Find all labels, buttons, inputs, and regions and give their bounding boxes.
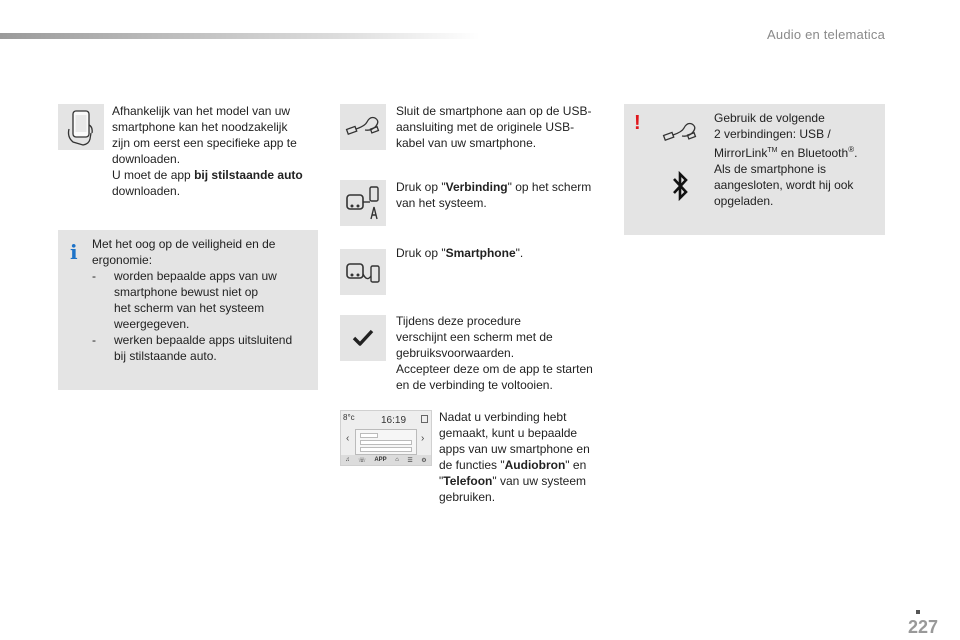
menu-icon: ☰: [407, 457, 413, 464]
step-line: Tijdens deze procedure: [396, 314, 521, 328]
step-line: apps van uw smartphone en: [439, 442, 590, 456]
warning-text-part: en Bluetooth: [777, 146, 849, 160]
step-line: aansluiting met de originele USB-: [396, 120, 575, 134]
smartphone-menu-icon: [340, 249, 386, 295]
screen-row: [360, 440, 412, 445]
music-note-icon: ♫: [345, 457, 350, 463]
step-text-pre: Druk op ": [396, 180, 446, 194]
warning-line: 2 verbindingen: USB /: [714, 127, 831, 141]
step-accept-text: [396, 313, 611, 393]
trademark-mark: TM: [767, 147, 778, 154]
smartphone-hand-icon: [58, 104, 104, 150]
usb-cable-icon: [340, 104, 386, 150]
registered-mark: ®: [848, 145, 855, 154]
screen-content-area: [355, 429, 417, 455]
step-text-bold: Telefoon: [443, 474, 493, 488]
warning-line: Gebruik de volgende: [714, 111, 825, 125]
screen-clock: 16:19: [381, 415, 407, 426]
step-line: en de verbinding te voltooien.: [396, 378, 553, 392]
step-line: [396, 179, 611, 195]
info-line: weergegeven.: [114, 317, 190, 331]
step-line: gebruiken.: [439, 490, 496, 504]
step-text-post: " en: [565, 458, 587, 472]
app-text-line: downloaden.: [112, 152, 181, 166]
step-text-pre: Druk op ": [396, 246, 446, 260]
screen-temperature: 8°c: [343, 413, 355, 422]
warning-line: Als de smartphone is: [714, 162, 827, 176]
info-line: Met het oog op de veiligheid en de: [92, 237, 276, 251]
app-text-line: smartphone kan het noodzakelijk: [112, 120, 288, 134]
step-line: Accepteer deze om de app te starten: [396, 362, 593, 376]
step-line: [439, 473, 609, 489]
info-icon: i: [70, 240, 78, 264]
step-result-text: [439, 409, 609, 505]
connection-warning-box: [624, 104, 885, 235]
warning-line: opgeladen.: [714, 194, 774, 208]
step-text-bold: Verbinding: [445, 180, 508, 194]
app-text-bold: bij stilstaande auto: [194, 168, 303, 182]
connection-icon: [340, 180, 386, 226]
step-verbinding-text: [396, 179, 611, 211]
info-line: het scherm van het systeem: [114, 301, 265, 315]
info-line: worden bepaalde apps van uw: [114, 269, 277, 283]
home-icon: ⌂: [395, 457, 399, 463]
checkmark-icon: [340, 315, 386, 361]
list-dash: -: [92, 333, 96, 347]
step-text-pre: de functies ": [439, 458, 505, 472]
app-text-line: Afhankelijk van het model van uw: [112, 104, 291, 118]
usb-cable-icon: [658, 118, 702, 153]
screen-row: [360, 447, 412, 452]
step-line: [439, 457, 609, 473]
step-usb-text: [396, 103, 611, 151]
page-number: 227: [907, 617, 938, 637]
step-line: gemaakt, kunt u bepaalde: [439, 426, 578, 440]
screen-app-label: APP: [374, 457, 387, 463]
warning-line: aangesloten, wordt hij ook: [714, 178, 854, 192]
warning-text-part: .: [854, 146, 858, 160]
step-text-post: " op het scherm: [507, 180, 592, 194]
warning-text: [714, 110, 882, 209]
warning-line: [714, 142, 882, 161]
step-text-pre: ": [439, 474, 444, 488]
step-line: kabel van uw smartphone.: [396, 136, 537, 150]
app-text-line: downloaden.: [112, 184, 181, 198]
app-text-line: [112, 167, 317, 183]
app-text-pre: U moet de app: [112, 168, 195, 182]
page-marker: [916, 610, 920, 614]
step-smartphone-text: [396, 245, 611, 261]
step-text-bold: Audiobron: [504, 458, 566, 472]
chevron-left-icon: ‹: [346, 433, 350, 444]
app-download-text: [112, 103, 317, 199]
info-line: smartphone bewust niet op: [114, 285, 259, 299]
info-list-item: [92, 332, 316, 364]
warning-icon: !: [634, 112, 641, 134]
step-text-post: ".: [515, 246, 524, 260]
safety-info-text: [92, 236, 316, 364]
step-text-post: " van uw systeem: [492, 474, 587, 488]
bluetooth-icon: [670, 170, 690, 207]
step-text-bold: Smartphone: [445, 246, 516, 260]
phone-icon: ☏: [358, 457, 366, 464]
safety-info-box: [58, 230, 318, 390]
screen-status-icon: [421, 415, 428, 423]
info-line: bij stilstaande auto.: [114, 349, 217, 363]
step-line: Nadat u verbinding hebt: [439, 410, 567, 424]
screen-bottom-bar: [341, 455, 431, 465]
step-line: Sluit de smartphone aan op de USB-: [396, 104, 592, 118]
app-text-line: zijn om eerst een specifieke app te: [112, 136, 297, 150]
warning-text-part: MirrorLink: [714, 146, 768, 160]
chevron-right-icon: ›: [421, 433, 425, 444]
section-title: Audio en telematica: [767, 27, 885, 42]
step-line: [396, 245, 611, 261]
settings-icon: ⚙: [421, 457, 427, 464]
list-dash: -: [92, 269, 96, 283]
info-line: ergonomie:: [92, 253, 153, 267]
info-line: werken bepaalde apps uitsluitend: [114, 333, 293, 347]
step-line: verschijnt een scherm met de: [396, 330, 553, 344]
system-screen-thumbnail: [340, 410, 432, 466]
step-line: gebruiksvoorwaarden.: [396, 346, 515, 360]
step-line: van het systeem.: [396, 196, 487, 210]
header-gradient-bar: [0, 33, 480, 39]
info-list-item: [92, 268, 316, 332]
screen-row: [360, 433, 378, 438]
